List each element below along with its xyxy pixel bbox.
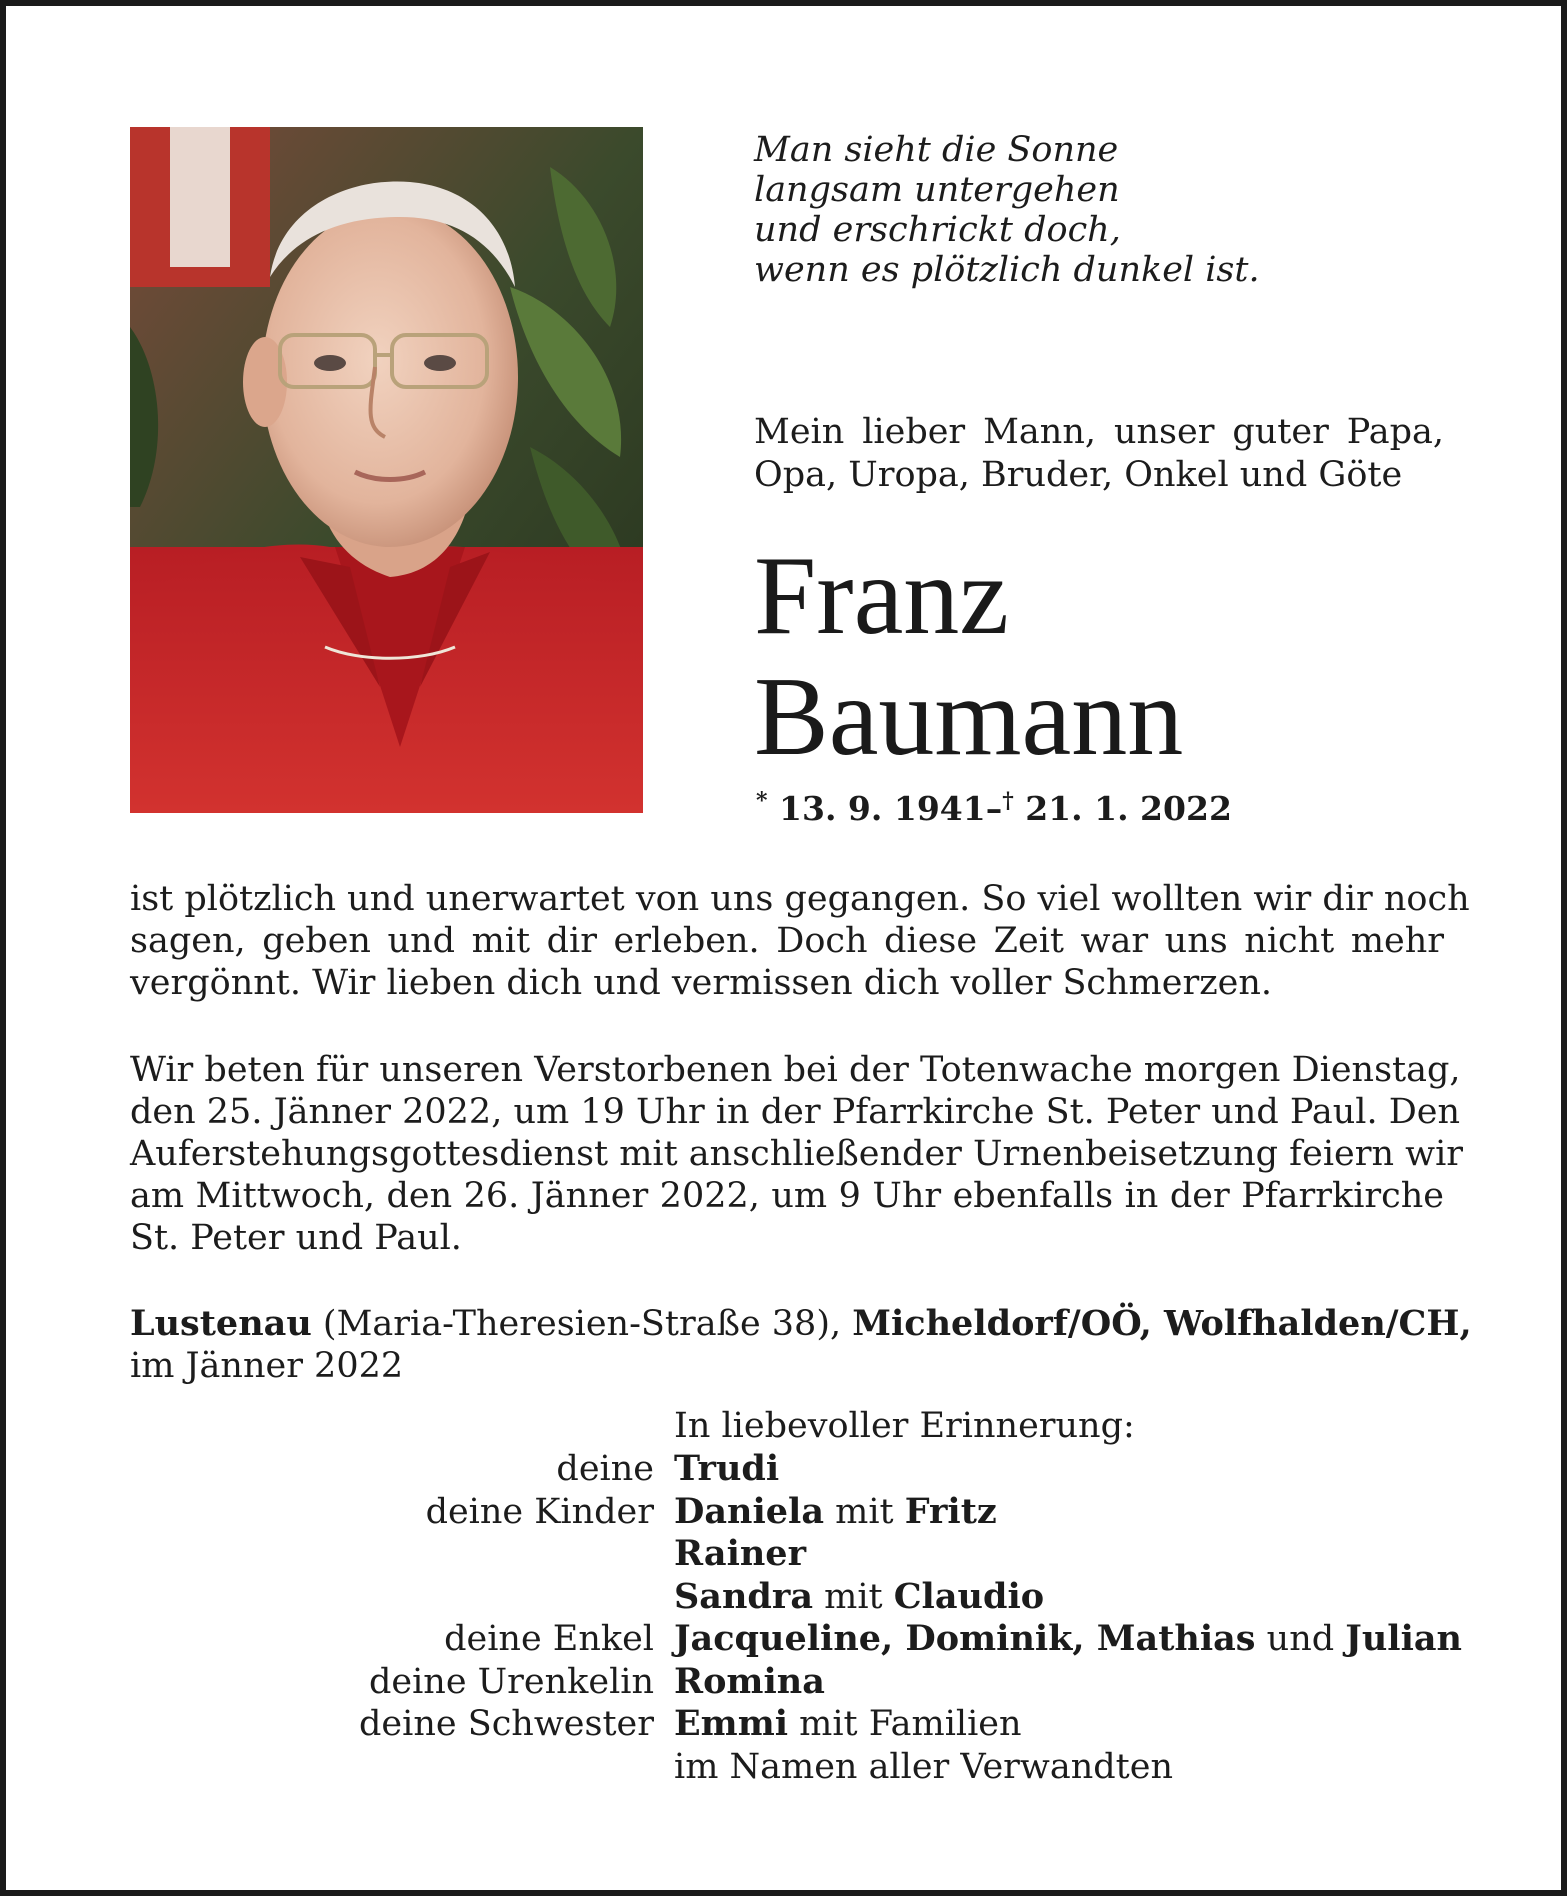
portrait-photo bbox=[130, 127, 643, 813]
poem bbox=[754, 130, 1260, 290]
poem-line: und erschrickt doch, bbox=[754, 210, 1121, 250]
family-heading: In liebevoller Erinnerung: bbox=[674, 1406, 1135, 1446]
last-name: Baumann bbox=[754, 655, 1184, 779]
paragraph-line: St. Peter und Paul. bbox=[130, 1218, 462, 1258]
family-member-name: Fritz bbox=[904, 1490, 997, 1532]
intro-text bbox=[754, 411, 1444, 497]
family-member-name: Romina bbox=[674, 1660, 825, 1702]
family-relation: deine Urenkelin bbox=[368, 1661, 654, 1702]
poem-line: langsam untergehen bbox=[754, 170, 1120, 210]
family-row bbox=[6, 1448, 1561, 1491]
birth-symbol: * bbox=[756, 788, 768, 814]
family-list bbox=[6, 1448, 1561, 1788]
family-names bbox=[674, 1533, 806, 1576]
family-relation: deine Kinder bbox=[425, 1491, 654, 1532]
family-member-name: Rainer bbox=[674, 1533, 807, 1574]
service-paragraph bbox=[130, 1049, 1464, 1259]
place-address: (Maria-Theresien-Straße 38), bbox=[322, 1304, 842, 1344]
paragraph-line: sagen, geben und mit dir erleben. Doch diese Zeit war uns nicht mehr bbox=[130, 921, 1444, 961]
family-member-name: Trudi bbox=[674, 1448, 780, 1489]
family-member-name: Daniela bbox=[674, 1490, 825, 1532]
intro-line: Mein lieber Mann, unser guter Papa, bbox=[754, 412, 1444, 452]
birth-date: 13. 9. 1941 bbox=[779, 789, 986, 828]
portrait-illustration bbox=[130, 127, 643, 813]
date-line: im Jänner 2022 bbox=[130, 1346, 404, 1386]
death-symbol: † bbox=[1002, 788, 1014, 814]
death-date: 21. 1. 2022 bbox=[1025, 789, 1232, 828]
family-relation: deine Enkel bbox=[444, 1619, 654, 1659]
paragraph-line: den 25. Jänner 2022, um 19 Uhr in der Pfarrkirche St. Peter und Paul. Den bbox=[130, 1092, 1461, 1132]
family-row bbox=[6, 1661, 1561, 1704]
date-separator: – bbox=[985, 789, 1003, 828]
family-names bbox=[674, 1576, 1044, 1619]
family-names bbox=[674, 1448, 779, 1491]
poem-line: Man sieht die Sonne bbox=[754, 130, 1119, 170]
first-name: Franz bbox=[754, 534, 1010, 658]
family-row bbox=[6, 1576, 1561, 1619]
paragraph-line: Auferstehungsgottesdienst mit anschließender Urnenbeisetzung feiern wir bbox=[130, 1134, 1464, 1174]
family-row bbox=[6, 1618, 1561, 1661]
family-connector: mit bbox=[813, 1576, 894, 1617]
family-member-name: Sandra bbox=[674, 1575, 813, 1617]
family-member-name: Emmi bbox=[674, 1703, 789, 1744]
family-row bbox=[6, 1703, 1561, 1746]
place-other: Micheldorf/OÖ, Wolfhalden/CH, bbox=[852, 1303, 1472, 1344]
family-names bbox=[674, 1661, 825, 1704]
place-town: Lustenau bbox=[130, 1303, 312, 1344]
life-dates bbox=[756, 781, 1232, 829]
paragraph-line: ist plötzlich und unerwartet von uns gegangen. So viel wollten wir dir noch bbox=[130, 879, 1470, 919]
family-row bbox=[6, 1746, 1561, 1789]
family-connector: mit Familien bbox=[788, 1704, 1022, 1744]
deceased-name bbox=[754, 536, 1183, 778]
announcement-paragraph bbox=[130, 878, 1470, 1004]
paragraph-line: vergönnt. Wir lieben dich und vermissen dich voller Schmerzen. bbox=[130, 963, 1273, 1003]
place-and-date bbox=[130, 1303, 1472, 1387]
paragraph-line: Wir beten für unseren Verstorbenen bei der Totenwache morgen Dienstag, bbox=[130, 1050, 1461, 1090]
family-names bbox=[674, 1746, 1173, 1789]
paragraph-line: am Mittwoch, den 26. Jänner 2022, um 9 Uhr ebenfalls in der Pfarrkirche bbox=[130, 1176, 1444, 1216]
obituary-page bbox=[6, 6, 1561, 1890]
family-row bbox=[6, 1491, 1561, 1534]
family-connector: und bbox=[1255, 1619, 1346, 1659]
family-member-name: Jacqueline, Dominik, Mathias bbox=[674, 1618, 1256, 1659]
family-names bbox=[674, 1703, 1022, 1746]
family-member-name: Claudio bbox=[893, 1575, 1045, 1617]
poem-line: wenn es plötzlich dunkel ist. bbox=[754, 250, 1260, 290]
family-row bbox=[6, 1533, 1561, 1576]
family-connector: mit bbox=[824, 1491, 905, 1532]
family-names bbox=[674, 1491, 997, 1534]
family-relation: deine Schwester bbox=[359, 1704, 654, 1744]
family-connector: im Namen aller Verwandten bbox=[674, 1746, 1173, 1787]
family-names bbox=[674, 1618, 1462, 1661]
family-member-name: Julian bbox=[1345, 1618, 1463, 1659]
family-relation: deine bbox=[556, 1449, 654, 1489]
place-line bbox=[130, 1303, 1472, 1345]
intro-line: Opa, Uropa, Bruder, Onkel und Göte bbox=[754, 455, 1403, 495]
